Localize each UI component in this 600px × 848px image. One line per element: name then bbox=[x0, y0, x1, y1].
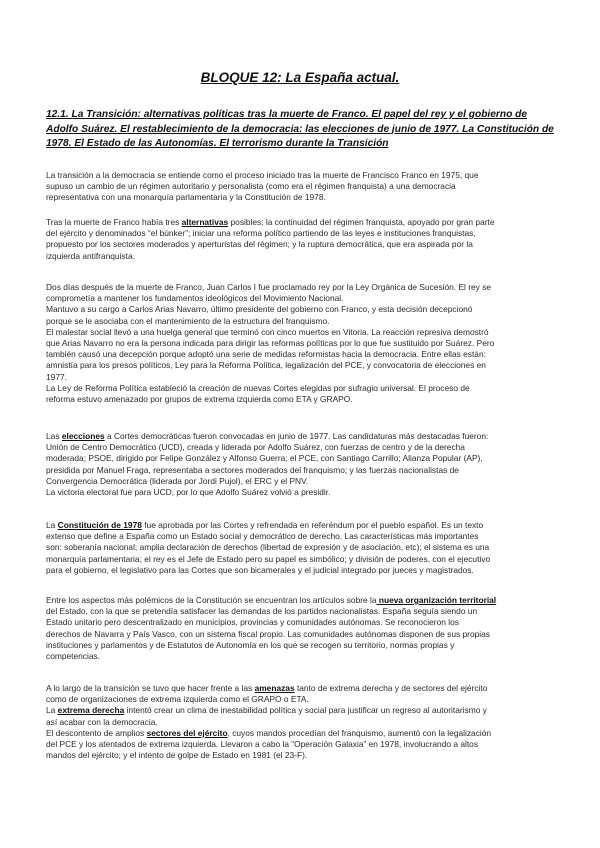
text-line: La Constitución de 1978 fue aprobada por las Cortes y refrendada en referéndum por el pueblo español. Es un texto bbox=[46, 520, 484, 530]
text-line: La transición a la democracia se entiende como el proceso iniciado tras la muerte de Francisco Franco en 1975, que bbox=[46, 170, 479, 180]
text-line: 1977. bbox=[46, 371, 67, 382]
paragraph-territorial-organization bbox=[46, 595, 556, 662]
keyword-constitucion: Constitución de 1978 bbox=[57, 520, 142, 530]
keyword-amenazas: amenazas bbox=[254, 683, 295, 693]
paragraph-constitution-1978 bbox=[46, 520, 556, 576]
text-line: del PCE y los atentados de extrema izquierda. Llevaron a cabo la “Operación Galaxia” en 1978, involucrando a altos bbox=[46, 739, 479, 750]
text-line: La Ley de Reforma Política estableció la creación de nuevas Cortes elegidas por sufragio universal. El proceso de bbox=[46, 382, 470, 393]
text-line: El descontento de amplios sectores del ejército, cuyos mandos procedían del franquismo, aumentó con la legalización bbox=[46, 727, 492, 738]
text-line: A lo largo de la transición se tuvo que hacer frente a las amenazas tanto de extrema derecha y de sectores del ejército bbox=[46, 683, 488, 693]
keyword-extrema-derecha: extrema derecha bbox=[57, 705, 125, 716]
keyword-alternativas: alternativas bbox=[181, 217, 229, 227]
text-line: representativa con una monarquía parlamentaria y la Constitución de 1978. bbox=[46, 192, 326, 203]
text-line: Entre los aspectos más polémicos de la Constitución se encuentran los artículos sobre la nueva organización territorial bbox=[46, 595, 497, 605]
text-line: mandos del ejército; y el intento de golpe de Estado en 1981 (el 23-F). bbox=[46, 750, 308, 761]
text-line: Unión de Centro Democrático (UCD), creada y liderada por Adolfo Suárez, con fuerzas de centro y de la derecha bbox=[46, 442, 465, 453]
text-line: presidida por Manuel Fraga, representaba a sectores moderados del franquismo; y las fuerzas nacionalistas de bbox=[46, 464, 459, 475]
text-line: del ejército y denominados “el búnker”; iniciar una reforma político partiendo de las leyes e instituciones franquistas, bbox=[46, 228, 476, 239]
text-line: también causó una decepción porque adoptó una serie de medidas reformistas hacia la democracia. Entre ellas están: bbox=[46, 349, 486, 360]
paragraph-alternatives bbox=[46, 217, 556, 262]
paragraph-threats bbox=[46, 683, 556, 761]
paragraph-king-and-suarez bbox=[46, 282, 556, 405]
text-line: Dos días después de la muerte de Franco, Juan Carlos I fue proclamado rey por la Ley Orgánica de Sucesión. El rey se bbox=[46, 282, 492, 292]
text-line: supuso un cambio de un régimen autoritario y personalista (como era el régimen franquista) a una democracia bbox=[46, 181, 456, 192]
text-line: propuesto por los sectores moderados y aperturistas del régimen; y la ruptura democrática, que era aspirada por la bbox=[46, 239, 473, 250]
paragraph-elections-1977 bbox=[46, 431, 556, 498]
text-line: La victoria electoral fue para UCD, por lo que Adolfo Suárez volvió a presidir. bbox=[46, 487, 331, 498]
text-line: El malestar social llevó a una huelga general que terminó con cinco muertos en Vitoria. La reacción represiva demostró bbox=[46, 326, 489, 337]
text-line: reforma estuvo amenazado por grupos de extrema izquierda como ETA y GRAPO. bbox=[46, 394, 353, 405]
section-heading: 12.1. La Transición: alternativas políticas tras la muerte de Franco. El papel del rey y el gobierno de Adolfo Suárez. El restablecimiento de la democracia: las elecciones de junio de 1977. La Constitución de 1978. El Estado de las Autonomías. El terrorismo durante la Transición bbox=[46, 109, 554, 149]
keyword-sectores-ejercito: sectores del ejército bbox=[146, 727, 228, 738]
text-line: del Estado, con la que se pretendía satisfacer las demandas de los partidos nacionalistas. España seguía siendo un bbox=[46, 606, 478, 617]
text-line: Convergencia Democrática (liderada por Jordi Pujol), el ERC y el PNV. bbox=[46, 475, 309, 486]
paragraph-transition-intro bbox=[46, 170, 556, 204]
text-line: monarquía parlamentaria; el rey es el Jefe de Estado pero su papel es simbólico; y división de poderes, con el ejecutivo bbox=[46, 553, 491, 564]
text-line: para el gobierno, el legislativo para las Cortes que son bicamerales y el judicial integrado por jueces y magistrados. bbox=[46, 564, 474, 575]
text-line: Las elecciones a Cortes democráticas fueron convocadas en junio de 1977. Las candidaturas más destacadas fueron: bbox=[46, 431, 489, 441]
text-line: competencias. bbox=[46, 651, 100, 662]
text-line: La extrema derecha intentó crear un clima de inestabilidad política y social para justificar un regreso al autoritarismo y bbox=[46, 705, 487, 716]
document-title: BLOQUE 12: La España actual. bbox=[200, 70, 400, 85]
keyword-elecciones: elecciones bbox=[61, 431, 105, 441]
text-line: amnistía para los presos políticos, Ley para la Reforma Política, legalización del PCE, y convocatoria de elecciones en bbox=[46, 360, 486, 371]
text-line: Estado unitario pero descentralizado en municipios, provincias y comunidades autónomas. Se reconocieron los bbox=[46, 617, 459, 628]
text-line: derechos de Navarra y País Vasco, con un sistema fiscal propio. Las comunidades autónomas disponen de sus propias bbox=[46, 628, 490, 639]
text-line: izquierda antifranquista. bbox=[46, 250, 135, 261]
text-line: que Arias Navarro no era la persona indicada para dirigir las reformas políticas por lo que fue sustituido por Suárez. Pero bbox=[46, 338, 495, 349]
text-line: extenso que define a España como un Estado social y democrático de derecho. Las características más importantes bbox=[46, 531, 479, 542]
text-line: instituciones y parlamentos y de Estatutos de Autonomía en los que se recogen su territorio, normas propias y bbox=[46, 639, 455, 650]
text-line: Mantuvo a su cargo a Carlos Arias Navarro, último presidente del gobierno con Franco, y esta decisión decepcionó bbox=[46, 304, 473, 315]
text-line: así acabar con la democracia. bbox=[46, 716, 158, 727]
text-line: comprometía a mantener los fundamentos ideológicos del Movimiento Nacional. bbox=[46, 293, 344, 304]
text-line: Tras la muerte de Franco había tres alternativas posibles: la continuidad del régimen franquista, apoyado por gran parte bbox=[46, 217, 495, 227]
keyword-organizacion-territorial: nueva organización territorial bbox=[376, 595, 497, 605]
text-line: como de organizaciones de extrema izquierda como el GRAPO o ETA. bbox=[46, 694, 309, 705]
text-line: son: soberanía nacional; amplia declaración de derechos (libertad de expresión y de asociación, etc); el sistema es una bbox=[46, 542, 490, 553]
text-line: moderada; PSOE, dirigido por Felipe González y Alfonso Guerra; el PCE, con Santiago Carrillo; Alianza Popular (AP), bbox=[46, 453, 483, 464]
text-line: porque se le asociaba con el mantenimiento de la estructura del franquismo. bbox=[46, 315, 330, 326]
